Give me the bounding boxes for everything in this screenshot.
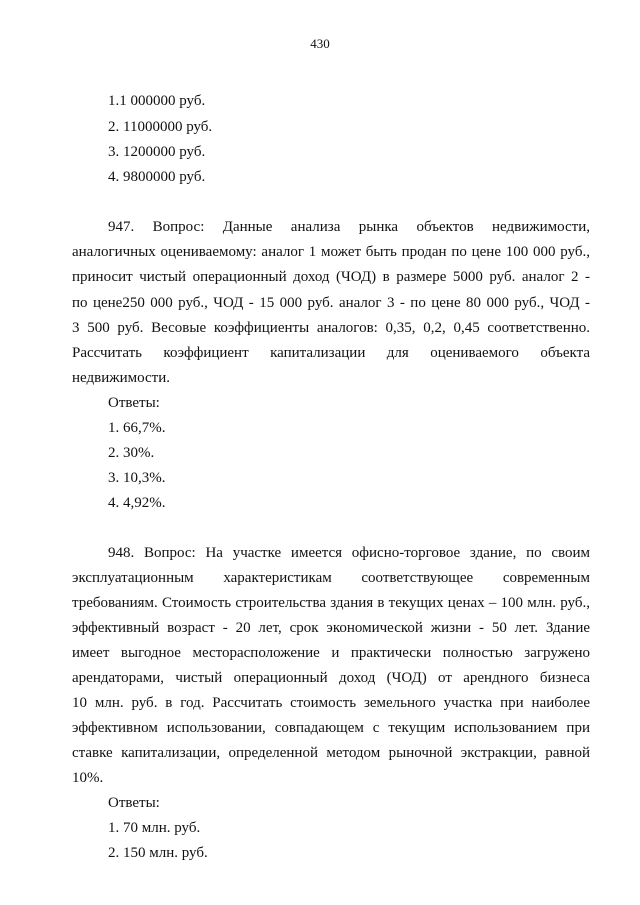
question-947-answer-1: 1. 66,7%. [108,420,166,436]
question-947-line-4: по цене250 000 руб., ЧОД - 15 000 руб. аналог 3 - по цене 80 000 руб., ЧОД - [72,295,590,311]
question-948-line-6: арендаторами, чистый операционный доход (ЧОД) от арендного бизнеса [72,670,590,686]
question-947-line-3: приносит чистый операционный доход (ЧОД) в размере 5000 руб. аналог 2 - [72,269,590,285]
question-948-line-5: имеет выгодное месторасположение и практически полностью загружено [72,645,590,661]
question-947-line-7: недвижимости. [72,370,170,386]
question-947-answer-2: 2. 30%. [108,445,155,461]
question-948-line-3: требованиям. Стоимость строительства здания в текущих ценах – 100 млн. руб., [72,595,590,611]
question-948-answer-1: 1. 70 млн. руб. [108,820,201,836]
question-948-line-1: 948. Вопрос: На участке имеется офисно-торговое здание, по своим [108,545,590,561]
prev-answer-4: 4. 9800000 руб. [108,169,206,185]
question-948-line-10: 10%. [72,770,104,786]
question-947-answers-label: Ответы: [108,395,160,411]
question-948-answer-2: 2. 150 млн. руб. [108,845,208,861]
question-948-line-9: ставке капитализации, определенной методом рыночной экстракции, равной [72,745,590,761]
prev-answer-1: 1.1 000000 руб. [108,93,206,109]
question-947-line-5: 3 500 руб. Весовые коэффициенты аналогов: 0,35, 0,2, 0,45 соответственно. [72,320,590,336]
question-948-line-2: эксплуатационным характеристикам соответствующее современным [72,570,590,586]
question-948-line-7: 10 млн. руб. в год. Рассчитать стоимость земельного участка при наиболее [72,695,590,711]
question-947-answer-3: 3. 10,3%. [108,470,166,486]
question-947-line-2: аналогичных оцениваемому: аналог 1 может быть продан по цене 100 000 руб., [72,244,590,260]
question-948-line-4: эффективный возраст - 20 лет, срок экономической жизни - 50 лет. Здание [72,620,590,636]
question-947-line-6: Рассчитать коэффициент капитализации для оцениваемого объекта [72,345,590,361]
question-948-answers-label: Ответы: [108,795,160,811]
prev-answer-2: 2. 11000000 руб. [108,119,213,135]
question-947-line-1: 947. Вопрос: Данные анализа рынка объектов недвижимости, [108,219,590,235]
question-947-answer-4: 4. 4,92%. [108,495,166,511]
question-948-line-8: эффективном использовании, совпадающем с текущим использованием при [72,720,590,736]
prev-answer-3: 3. 1200000 руб. [108,144,206,160]
page-number: 430 [310,36,330,51]
